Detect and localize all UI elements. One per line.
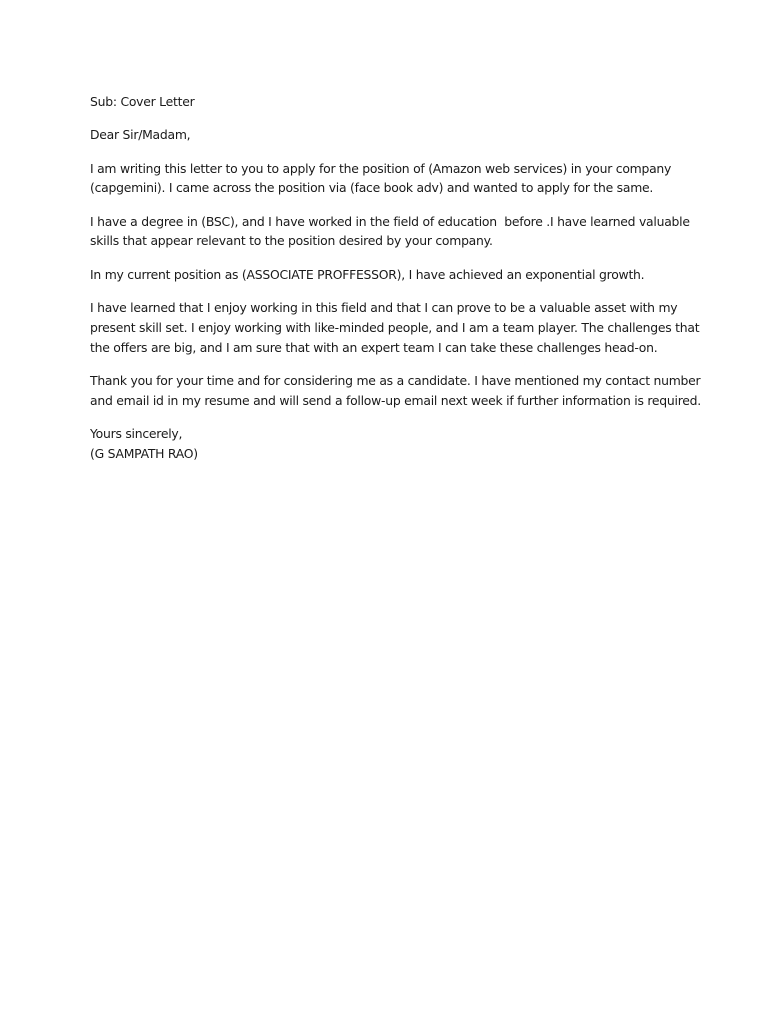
paragraph-line: and email id in my resume and will send a follow-up email next week if further information is required.	[90, 392, 701, 408]
paragraph-line: I have learned that I enjoy working in this field and that I can prove to be a valuable asset with my	[90, 300, 678, 316]
paragraph-thanks	[90, 371, 701, 411]
paragraph-line: the offers are big, and I am sure that with an expert team I can take these challenges head-on.	[90, 339, 658, 355]
paragraph-line: I am writing this letter to you to apply for the position of (Amazon web services) in your company	[90, 160, 672, 176]
paragraph-line: I have a degree in (BSC), and I have worked in the field of education before .I have learned valuable	[90, 213, 690, 229]
cover-letter-body	[90, 92, 701, 477]
paragraph-skills	[90, 298, 700, 357]
paragraph-line: present skill set. I enjoy working with like-minded people, and I am a team player. The challenges that	[90, 319, 700, 335]
paragraph-line: In my current position as (ASSOCIATE PROFFESSOR), I have achieved an exponential growth.	[90, 266, 645, 282]
closing-block	[90, 424, 690, 464]
salutation	[90, 125, 690, 145]
paragraph-current-position	[90, 265, 690, 285]
salutation-text: Dear Sir/Madam,	[90, 127, 191, 143]
paragraph-application	[90, 159, 690, 199]
subject-line	[90, 92, 690, 112]
paragraph-line: (capgemini). I came across the position via (face book adv) and wanted to apply for the same.	[90, 180, 654, 196]
closing-text: Yours sincerely,	[90, 426, 183, 442]
signature-name: (G SAMPATH RAO)	[90, 445, 198, 461]
paragraph-education	[90, 212, 690, 252]
paragraph-line: skills that appear relevant to the position desired by your company.	[90, 233, 493, 249]
paragraph-line: Thank you for your time and for considering me as a candidate. I have mentioned my contact number	[90, 372, 701, 388]
subject-text: Sub: Cover Letter	[90, 94, 195, 109]
